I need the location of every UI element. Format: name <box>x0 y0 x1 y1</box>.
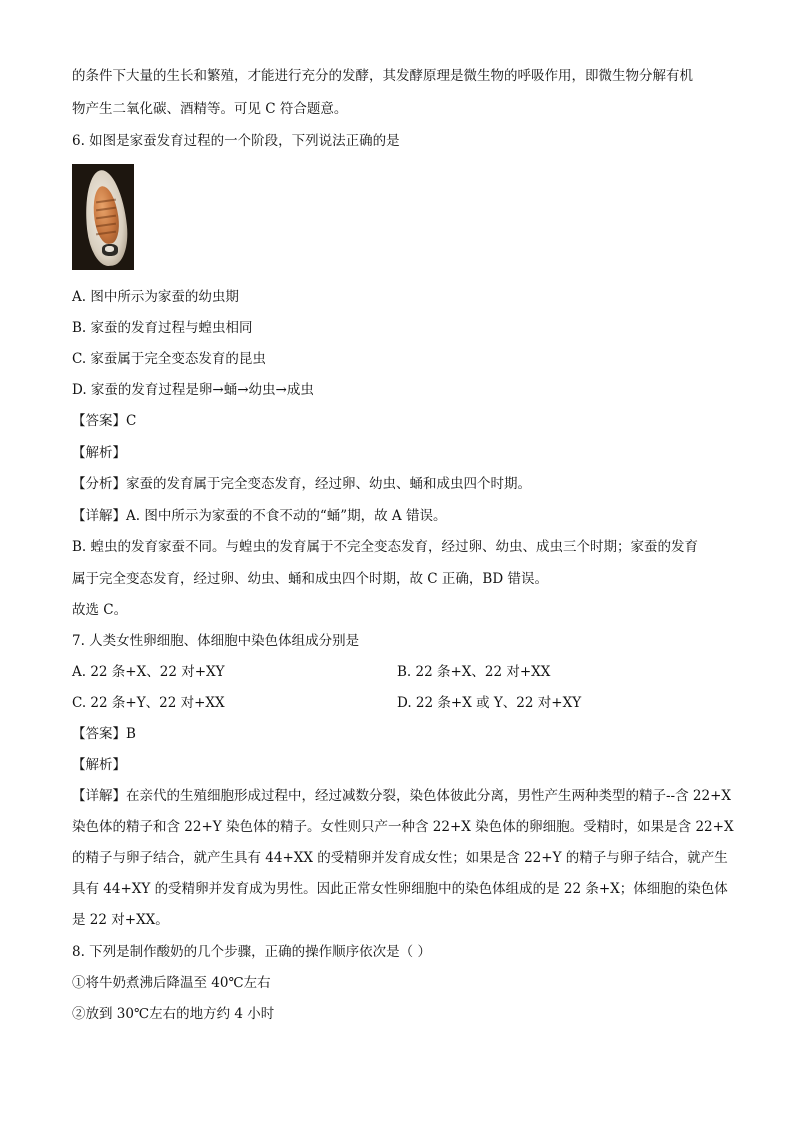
question-7: 7. 人类女性卵细胞、体细胞中染色体组成分别是 <box>72 633 360 649</box>
choose-text: 故选 C。 <box>72 602 128 618</box>
option-b: B. 家蚕的发育过程与蝗虫相同 <box>72 320 253 336</box>
analysis-label: 【解析】 <box>72 757 126 773</box>
option-d: D. 22 条+X 或 Y、22 对+XY <box>397 695 582 711</box>
detail-text: 属于完全变态发育，经过卵、幼虫、蛹和成虫四个时期，故 C 正确，BD 错误。 <box>72 571 548 587</box>
detail-text: 具有 44+XY 的受精卵并发育成为男性。因此正常女性卵细胞中的染色体组成的是 22 条+X；体细胞的染色体 <box>72 881 728 897</box>
step-1: ①将牛奶煮沸后降温至 40℃左右 <box>72 975 271 991</box>
option-c: C. 家蚕属于完全变态发育的昆虫 <box>72 351 266 367</box>
option-d: D. 家蚕的发育过程是卵→蛹→幼虫→成虫 <box>72 382 314 398</box>
detail-text: 的精子与卵子结合，就产生具有 44+XX 的受精卵并发育成女性；如果是含 22+Y 的精子与卵子结合，就产生 <box>72 850 728 866</box>
option-c: C. 22 条+Y、22 对+XX <box>72 695 225 711</box>
option-b: B. 22 条+X、22 对+XX <box>397 664 551 680</box>
question-8: 8. 下列是制作酸奶的几个步骤，正确的操作顺序依次是（ ） <box>72 944 431 960</box>
analysis-text: 【分析】家蚕的发育属于完全变态发育，经过卵、幼虫、蛹和成虫四个时期。 <box>72 476 531 492</box>
answer-label: 【答案】B <box>72 726 136 742</box>
detail-text: 是 22 对+XX。 <box>72 912 169 928</box>
silkworm-pupa-image <box>72 164 134 270</box>
step-2: ②放到 30℃左右的地方约 4 小时 <box>72 1006 275 1022</box>
text-line: 物产生二氧化碳、酒精等。可见 C 符合题意。 <box>72 101 348 117</box>
analysis-label: 【解析】 <box>72 445 126 461</box>
detail-text: 【详解】在亲代的生殖细胞形成过程中，经过减数分裂，染色体彼此分离，男性产生两种类型的精子--含 22+X <box>72 788 732 804</box>
detail-text: 【详解】A. 图中所示为家蚕的不食不动的“蛹”期，故 A 错误。 <box>72 508 447 524</box>
question-6: 6. 如图是家蚕发育过程的一个阶段，下列说法正确的是 <box>72 133 400 149</box>
option-a: A. 22 条+X、22 对+XY <box>72 664 225 680</box>
detail-text: B. 蝗虫的发育家蚕不同。与蝗虫的发育属于不完全变态发育，经过卵、幼虫、成虫三个时期；家蚕的发育 <box>72 539 699 555</box>
text-line: 的条件下大量的生长和繁殖，才能进行充分的发酵，其发酵原理是微生物的呼吸作用，即微生物分解有机 <box>72 68 693 84</box>
option-a: A. 图中所示为家蚕的幼虫期 <box>72 289 239 305</box>
detail-text: 染色体的精子和含 22+Y 染色体的精子。女性则只产一种含 22+X 染色体的卵细胞。受精时，如果是含 22+X <box>72 819 734 835</box>
answer-label: 【答案】C <box>72 413 137 429</box>
